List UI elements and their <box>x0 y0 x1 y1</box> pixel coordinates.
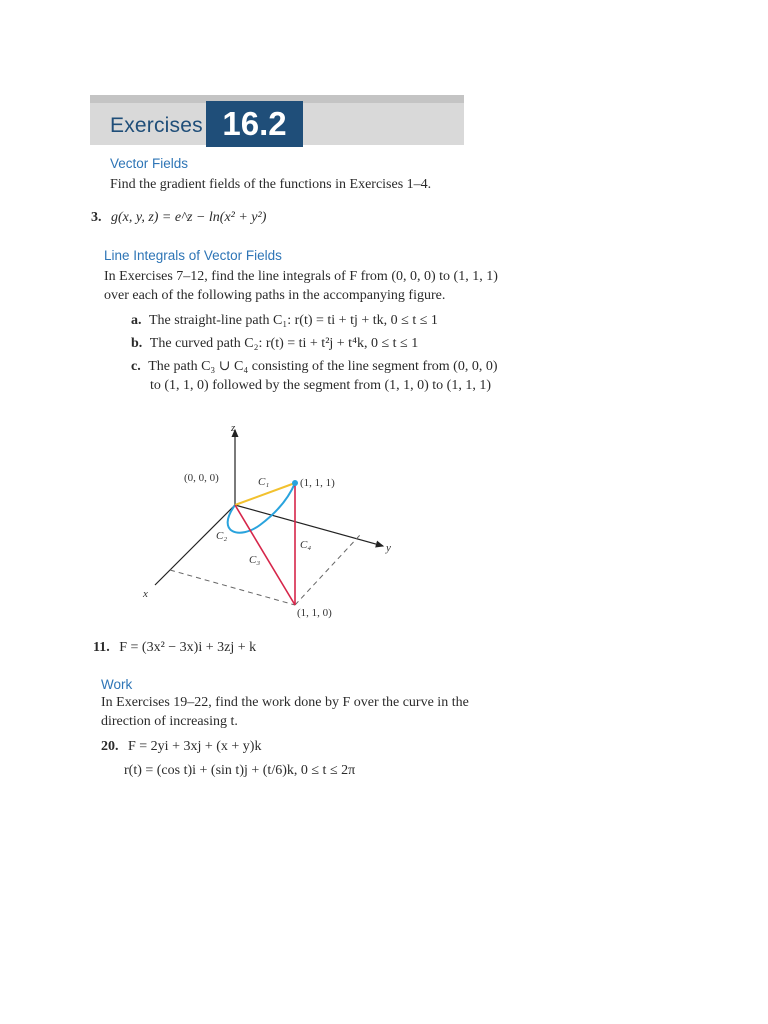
paths-figure <box>130 415 430 635</box>
paths-figure-svg <box>130 415 430 630</box>
part-c-text-1: The path C₃ ∪ C₄ consisting of the line segment from (0, 0, 0) <box>148 359 498 374</box>
part-b-text: The curved path C₂: r(t) = ti + t²j + t⁴k, 0 ≤ t ≤ 1 <box>149 336 419 351</box>
exercise-3-text: g(x, y, z) = e^z − ln(x² + y²) <box>111 210 267 225</box>
c1-label: C₁ <box>258 476 270 488</box>
section-title-work: Work <box>101 677 133 692</box>
part-b <box>131 334 418 353</box>
c3-label: C₃ <box>249 554 261 566</box>
part-b-label: b. <box>131 336 143 351</box>
section-title-line-integrals: Line Integrals of Vector Fields <box>104 248 282 263</box>
exercise-11-number: 11. <box>93 640 110 655</box>
header-word: Exercises <box>110 114 203 137</box>
path-c2 <box>228 483 295 533</box>
work-instruction-1: In Exercises 19–22, find the work done by F over the curve in the <box>101 695 469 710</box>
exercise-20-line-1: F = 2yi + 3xj + (x + y)k <box>128 739 262 754</box>
exercise-20 <box>101 737 261 756</box>
point-111-dot <box>292 480 298 486</box>
line-integrals-instruction-2: over each of the following paths in the accompanying figure. <box>104 288 446 303</box>
exercise-3-number: 3. <box>91 210 102 225</box>
part-a <box>131 311 438 330</box>
exercise-11-text: F = (3x² − 3x)i + 3zj + k <box>119 640 257 655</box>
work-instruction-2: direction of increasing t. <box>101 714 238 729</box>
part-c-text-2: to (1, 1, 0) followed by the segment from (1, 1, 0) to (1, 1, 1) <box>150 378 491 393</box>
line-integrals-instruction-1: In Exercises 7–12, find the line integrals of F from (0, 0, 0) to (1, 1, 1) <box>104 269 498 284</box>
x-axis-label: x <box>143 588 148 600</box>
c2-label: C₂ <box>216 530 228 542</box>
origin-label: (0, 0, 0) <box>184 472 219 484</box>
exercise-20-number: 20. <box>101 739 119 754</box>
exercise-20-line-2: r(t) = (cos t)i + (sin t)j + (t/6)k, 0 ≤ t ≤ 2π <box>124 763 356 778</box>
point-111-label: (1, 1, 1) <box>300 477 335 489</box>
exercise-3 <box>91 208 266 227</box>
y-axis-label: y <box>386 542 391 554</box>
part-c-label: c. <box>131 359 141 374</box>
c4-label: C₄ <box>300 539 312 551</box>
point-110-label: (1, 1, 0) <box>297 607 332 619</box>
part-a-text: The straight-line path C₁: r(t) = ti + tj + tk, 0 ≤ t ≤ 1 <box>149 313 438 328</box>
section-title-vector-fields: Vector Fields <box>110 156 189 171</box>
part-c <box>131 357 498 376</box>
exercise-11 <box>93 638 256 657</box>
header-number: 16.2 <box>206 101 303 147</box>
part-a-label: a. <box>131 313 142 328</box>
x-axis <box>155 505 235 585</box>
vector-fields-instruction: Find the gradient fields of the functions in Exercises 1–4. <box>110 177 432 192</box>
z-axis-label: z <box>231 422 236 434</box>
